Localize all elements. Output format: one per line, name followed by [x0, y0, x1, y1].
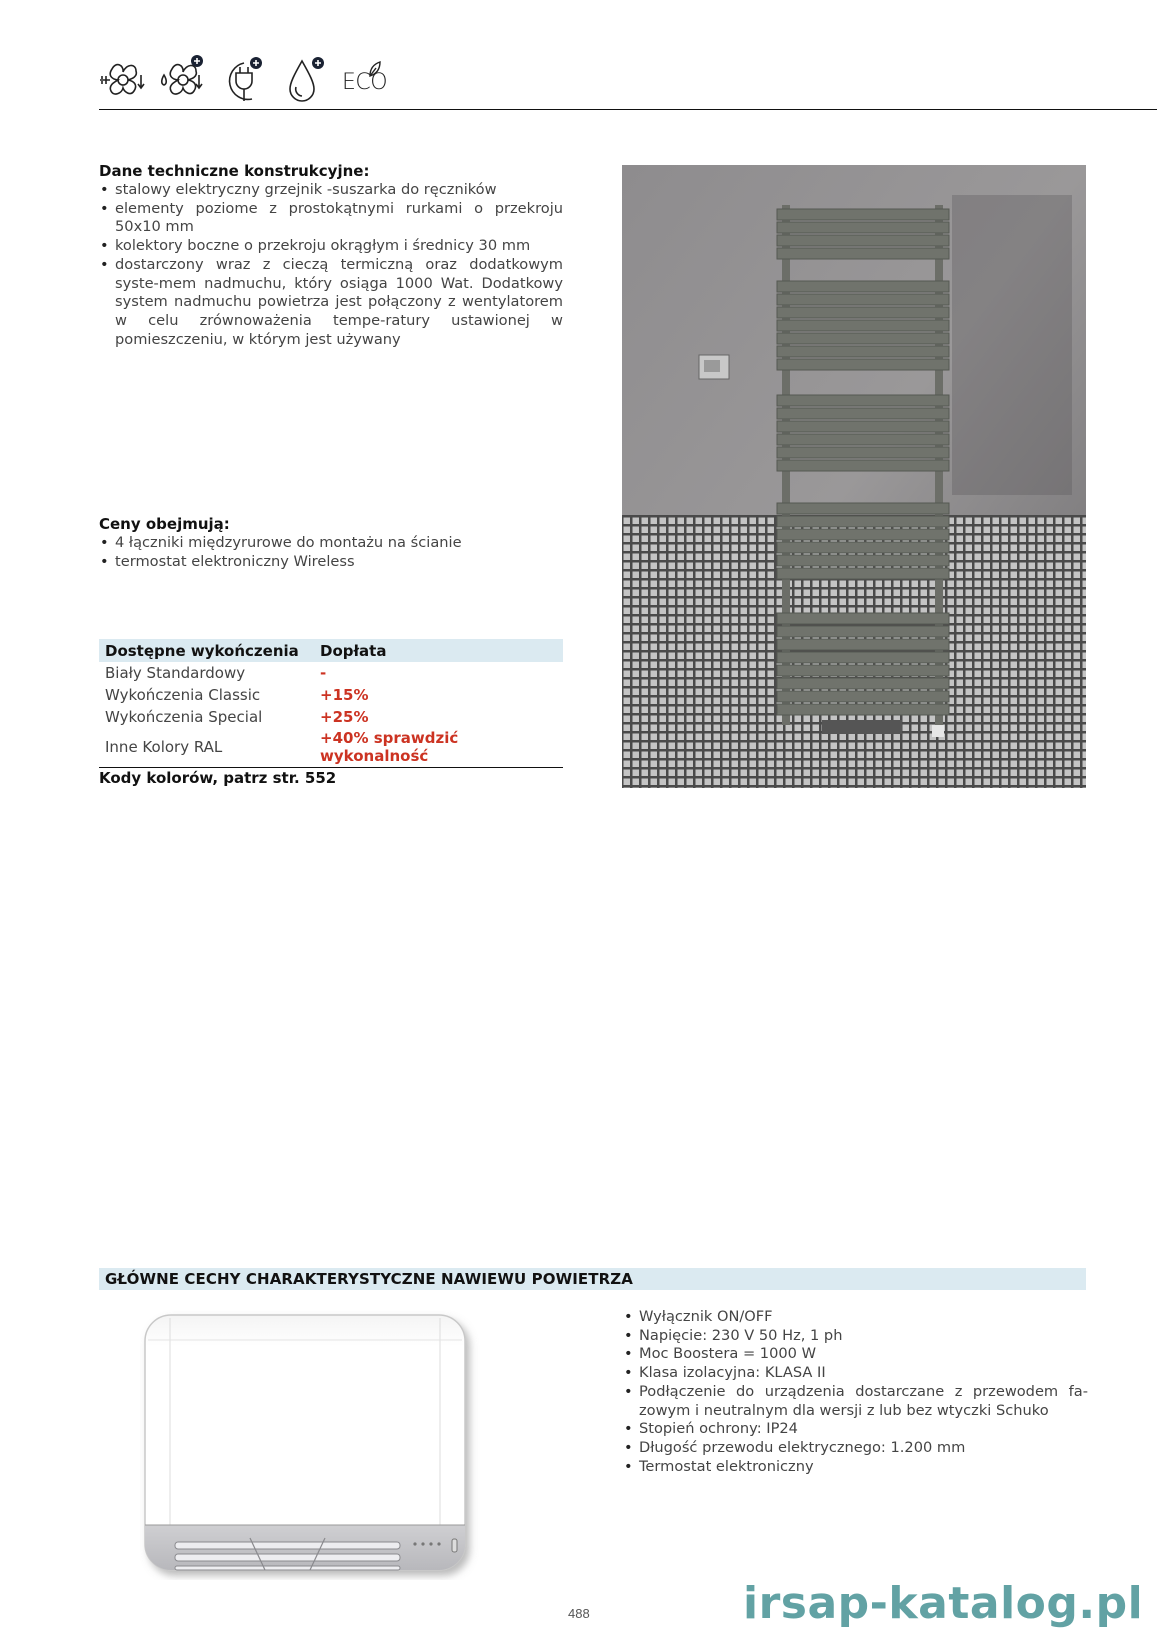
- list-item: • kolektory boczne o przekroju okrągłym i średnicy 30 mm: [99, 237, 563, 256]
- header-finish: Dostępne wykończenia: [105, 641, 299, 660]
- technical-section: [99, 162, 563, 349]
- features-section: [623, 1308, 1088, 1476]
- product-photo: [622, 165, 1086, 788]
- table-header: [99, 639, 563, 662]
- list-item: • Stopień ochrony: IP24: [623, 1420, 1088, 1439]
- eco-icon: [340, 58, 390, 103]
- blower-illustration: [140, 1310, 480, 1580]
- list-item: • elementy poziome z prostokątnymi rurkami o przekroju 50x10 mm: [99, 200, 563, 237]
- list-item: • termostat elektroniczny Wireless: [99, 553, 563, 572]
- finish-name: Wykończenia Special: [105, 708, 263, 726]
- finish-surcharge: +25%: [320, 708, 369, 726]
- list-item: • Moc Boostera = 1000 W: [623, 1345, 1088, 1364]
- list-item: • Podłączenie do urządzenia dostarczane z przewodem fa-zowym i neutralnym dla wersji z lub bez wtyczki Schuko: [623, 1383, 1088, 1420]
- table-row: [99, 728, 563, 766]
- header-rule: [99, 109, 1157, 110]
- finish-surcharge: +15%: [320, 686, 369, 704]
- page-number: 488: [568, 1606, 590, 1621]
- water-drop-plus-icon: [280, 55, 330, 105]
- table-row: [99, 684, 563, 706]
- radiator-illustration: [622, 165, 1086, 788]
- finish-surcharge: +40% sprawdzić wykonalność: [320, 729, 459, 765]
- plug-plus-icon: [218, 55, 268, 105]
- features-list: [623, 1308, 1088, 1476]
- list-item: • dostarczony wraz z cieczą termiczną oraz dodatkowym syste-mem nadmuchu, który osiąga 1000 Wat. Dodatkowy system nadmuchu powietrza jest połączony z wentylatorem w celu zrównoważenia tempe-ratury ustawionej w pomieszczeniu, w którym jest używany: [99, 256, 563, 350]
- table-row: [99, 706, 563, 728]
- technical-heading: Dane techniczne konstrukcyjne:: [99, 162, 370, 180]
- watermark: irsap-katalog.pl: [743, 1578, 1144, 1629]
- list-item: • Napięcie: 230 V 50 Hz, 1 ph: [623, 1327, 1088, 1346]
- list-item: • Wyłącznik ON/OFF: [623, 1308, 1088, 1327]
- includes-heading: Ceny obejmują:: [99, 515, 230, 533]
- list-item: • Termostat elektroniczny: [623, 1458, 1088, 1477]
- eco-label: ECO: [342, 70, 388, 95]
- fan-water-plus-icon: [158, 55, 208, 105]
- feature-icons: [0, 0, 1157, 110]
- includes-section: [99, 515, 563, 571]
- list-item: • Klasa izolacyjna: KLASA II: [623, 1364, 1088, 1383]
- includes-list: [99, 534, 563, 571]
- list-item: • Długość przewodu elektrycznego: 1.200 mm: [623, 1439, 1088, 1458]
- finish-name: Wykończenia Classic: [105, 686, 261, 704]
- color-codes-note: Kody kolorów, patrz str. 552: [99, 769, 337, 787]
- air-blower-image: [140, 1310, 480, 1580]
- table-bottom-rule: [99, 767, 563, 768]
- finish-name: Inne Kolory RAL: [105, 738, 223, 756]
- header-surcharge: Dopłata: [320, 641, 387, 660]
- finishes-table: [99, 639, 563, 787]
- table-row: [99, 662, 563, 684]
- section-heading: GŁÓWNE CECHY CHARAKTERYSTYCZNE NAWIEWU POWIETRZA: [105, 1270, 633, 1288]
- technical-list: [99, 181, 563, 349]
- list-item: • stalowy elektryczny grzejnik -suszarka do ręczników: [99, 181, 563, 200]
- finish-surcharge: -: [320, 664, 327, 682]
- fan-electric-icon: [98, 55, 148, 105]
- list-item: • 4 łączniki międzyrurowe do montażu na ścianie: [99, 534, 563, 553]
- finish-name: Biały Standardowy: [105, 664, 246, 682]
